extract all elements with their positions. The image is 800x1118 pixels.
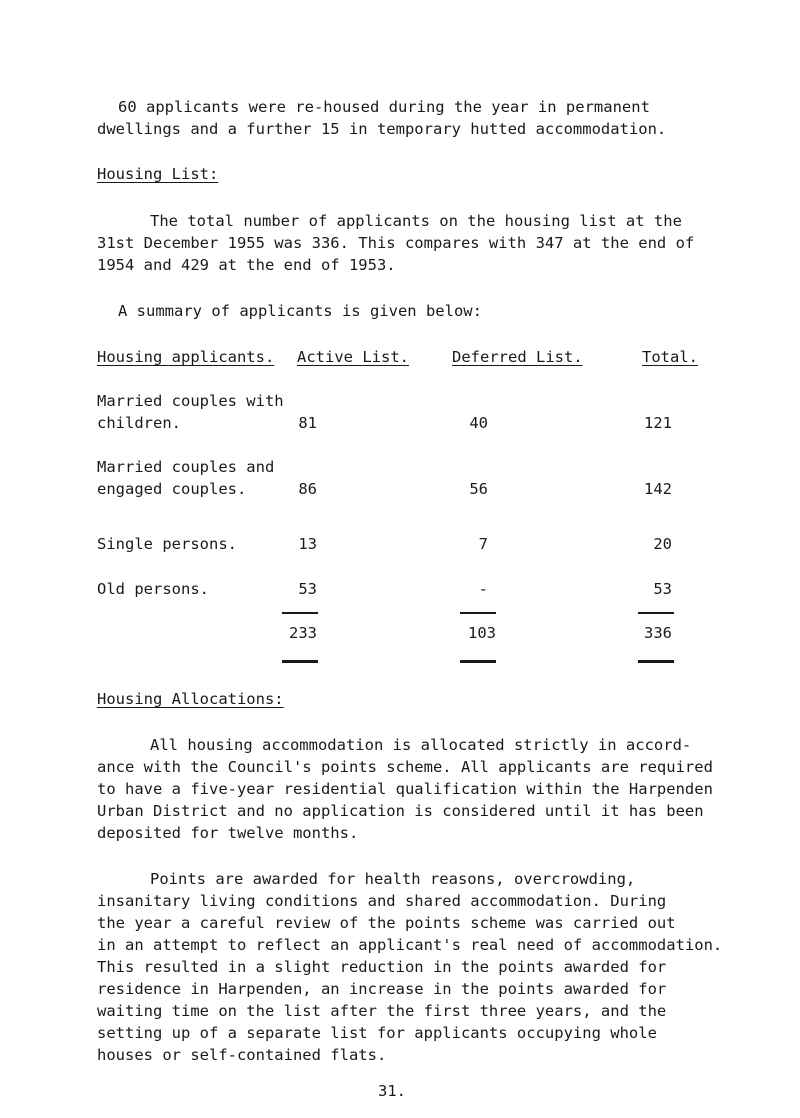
row-4-deferred: - xyxy=(478,580,488,598)
total-total: 336 xyxy=(644,624,672,642)
col-header-deferred: Deferred List. xyxy=(452,348,583,366)
double-rule-total xyxy=(638,660,674,663)
sum-rule-active xyxy=(282,612,318,614)
allocations-p2-line-7: waiting time on the list after the first three years, and the xyxy=(97,1002,667,1020)
allocations-p2-line-8: setting up of a separate list for applicants occupying whole xyxy=(97,1024,657,1042)
allocations-p1-line-4: Urban District and no application is considered until it has been xyxy=(97,802,704,820)
double-rule-active xyxy=(282,660,318,663)
sum-rule-deferred xyxy=(460,612,496,614)
row-1-label-line-1: Married couples with xyxy=(97,392,284,410)
allocations-p2-line-6: residence in Harpenden, an increase in the points awarded for xyxy=(97,980,667,998)
row-4-active: 53 xyxy=(298,580,317,598)
allocations-p2-line-1: Points are awarded for health reasons, overcrowding, xyxy=(150,870,636,888)
row-1-active: 81 xyxy=(298,414,317,432)
allocations-p2-line-2: insanitary living conditions and shared accommodation. During xyxy=(97,892,667,910)
housing-allocations-heading: Housing Allocations: xyxy=(97,690,284,708)
row-4-total: 53 xyxy=(653,580,672,598)
row-2-label-line-1: Married couples and xyxy=(97,458,275,476)
double-rule-deferred xyxy=(460,660,496,663)
intro-line-2: dwellings and a further 15 in temporary hutted accommodation. xyxy=(97,120,667,138)
col-header-total: Total. xyxy=(642,348,698,366)
allocations-p2-line-5: This resulted in a slight reduction in the points awarded for xyxy=(97,958,667,976)
row-2-deferred: 56 xyxy=(469,480,488,498)
allocations-p2-line-4: in an attempt to reflect an applicant's real need of accommodation. xyxy=(97,936,723,954)
allocations-p1-line-1: All housing accommodation is allocated strictly in accord- xyxy=(150,736,692,754)
housing-list-line-2: 31st December 1955 was 336. This compares with 347 at the end of xyxy=(97,234,695,252)
row-3-total: 20 xyxy=(653,535,672,553)
row-3-label: Single persons. xyxy=(97,535,237,553)
allocations-p2-line-9: houses or self-contained flats. xyxy=(97,1046,387,1064)
allocations-p1-line-5: deposited for twelve months. xyxy=(97,824,359,842)
housing-list-heading: Housing List: xyxy=(97,165,219,183)
row-1-total: 121 xyxy=(644,414,672,432)
row-3-active: 13 xyxy=(298,535,317,553)
col-header-active: Active List. xyxy=(297,348,409,366)
housing-list-line-3: 1954 and 429 at the end of 1953. xyxy=(97,256,396,274)
allocations-p1-line-3: to have a five-year residential qualification within the Harpenden xyxy=(97,780,713,798)
row-4-label: Old persons. xyxy=(97,580,209,598)
total-active: 233 xyxy=(289,624,317,642)
col-header-category: Housing applicants. xyxy=(97,348,275,366)
allocations-p1-line-2: ance with the Council's points scheme. All applicants are required xyxy=(97,758,713,776)
sum-rule-total xyxy=(638,612,674,614)
total-deferred: 103 xyxy=(468,624,496,642)
row-2-active: 86 xyxy=(298,480,317,498)
housing-list-line-1: The total number of applicants on the housing list at the xyxy=(150,212,682,230)
row-2-total: 142 xyxy=(644,480,672,498)
row-1-label-line-2: children. xyxy=(97,414,181,432)
row-2-label-line-2: engaged couples. xyxy=(97,480,247,498)
summary-intro: A summary of applicants is given below: xyxy=(118,302,482,320)
row-3-deferred: 7 xyxy=(478,535,488,553)
intro-line-1: 60 applicants were re-housed during the year in permanent xyxy=(118,98,650,116)
page-number: 31. xyxy=(378,1082,406,1100)
allocations-p2-line-3: the year a careful review of the points scheme was carried out xyxy=(97,914,676,932)
row-1-deferred: 40 xyxy=(469,414,488,432)
